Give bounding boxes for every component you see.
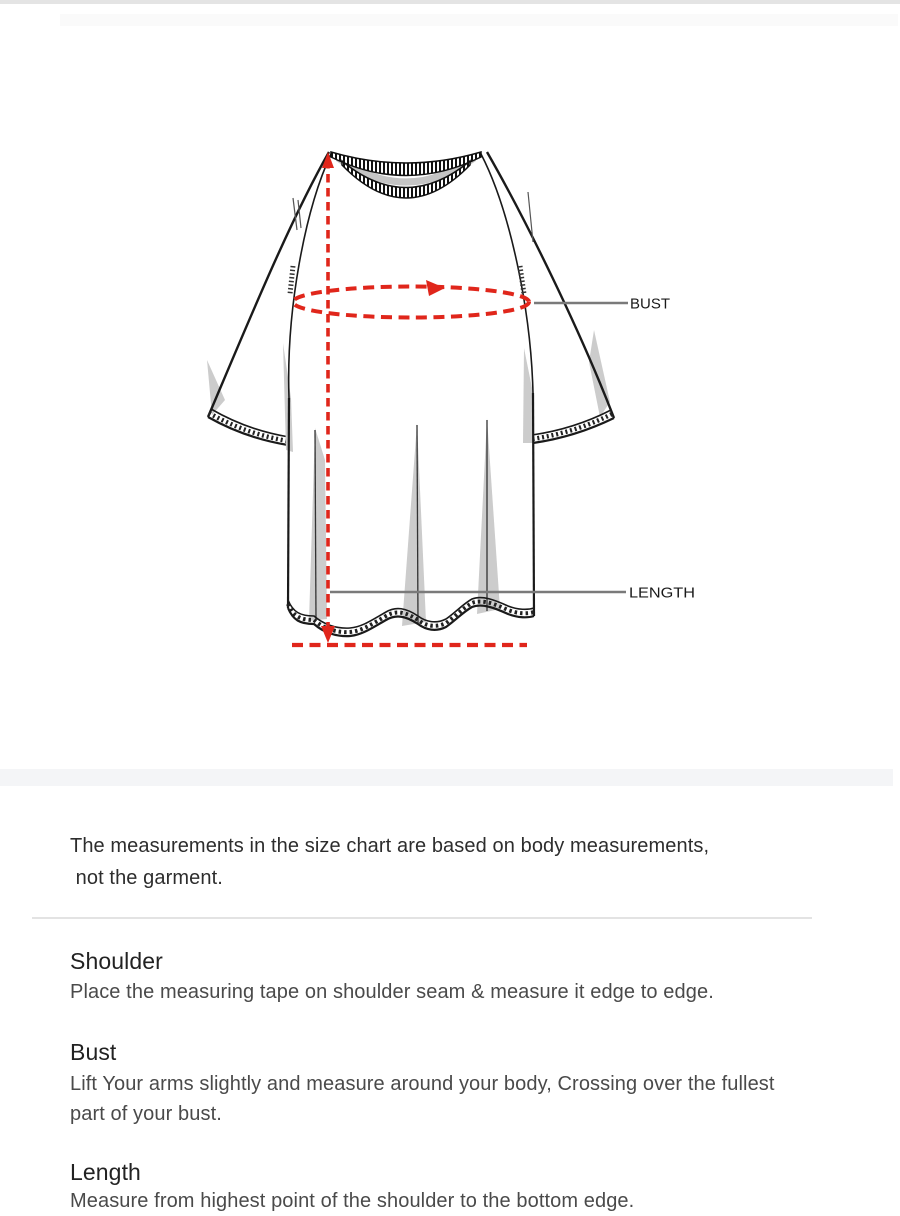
- size-chart-note-line1: The measurements in the size chart are based on body measurements,: [70, 835, 710, 857]
- length-description: Measure from highest point of the shoulder to the bottom edge.: [70, 1190, 635, 1212]
- shoulder-heading: Shoulder: [70, 948, 163, 974]
- length-heading: Length: [70, 1159, 141, 1185]
- bust-description-line2: part of your bust.: [70, 1103, 222, 1125]
- bust-heading: Bust: [70, 1039, 117, 1065]
- tshirt-diagram-svg: [190, 130, 710, 670]
- horizontal-rule: [32, 917, 812, 919]
- shoulder-description: Place the measuring tape on shoulder seam & measure it edge to edge.: [70, 981, 714, 1003]
- bust-description-line1: Lift Your arms slightly and measure around your body, Crossing over the fullest: [70, 1073, 775, 1095]
- faint-background-band: [60, 14, 898, 26]
- bust-label: BUST: [630, 295, 670, 313]
- section-divider-band: [0, 769, 893, 786]
- size-chart-note-line2: not the garment.: [70, 867, 223, 889]
- shirt-body: [283, 154, 534, 636]
- length-label: LENGTH: [629, 584, 695, 602]
- top-page-strip: [0, 0, 900, 4]
- tshirt-measurement-diagram: [190, 130, 710, 670]
